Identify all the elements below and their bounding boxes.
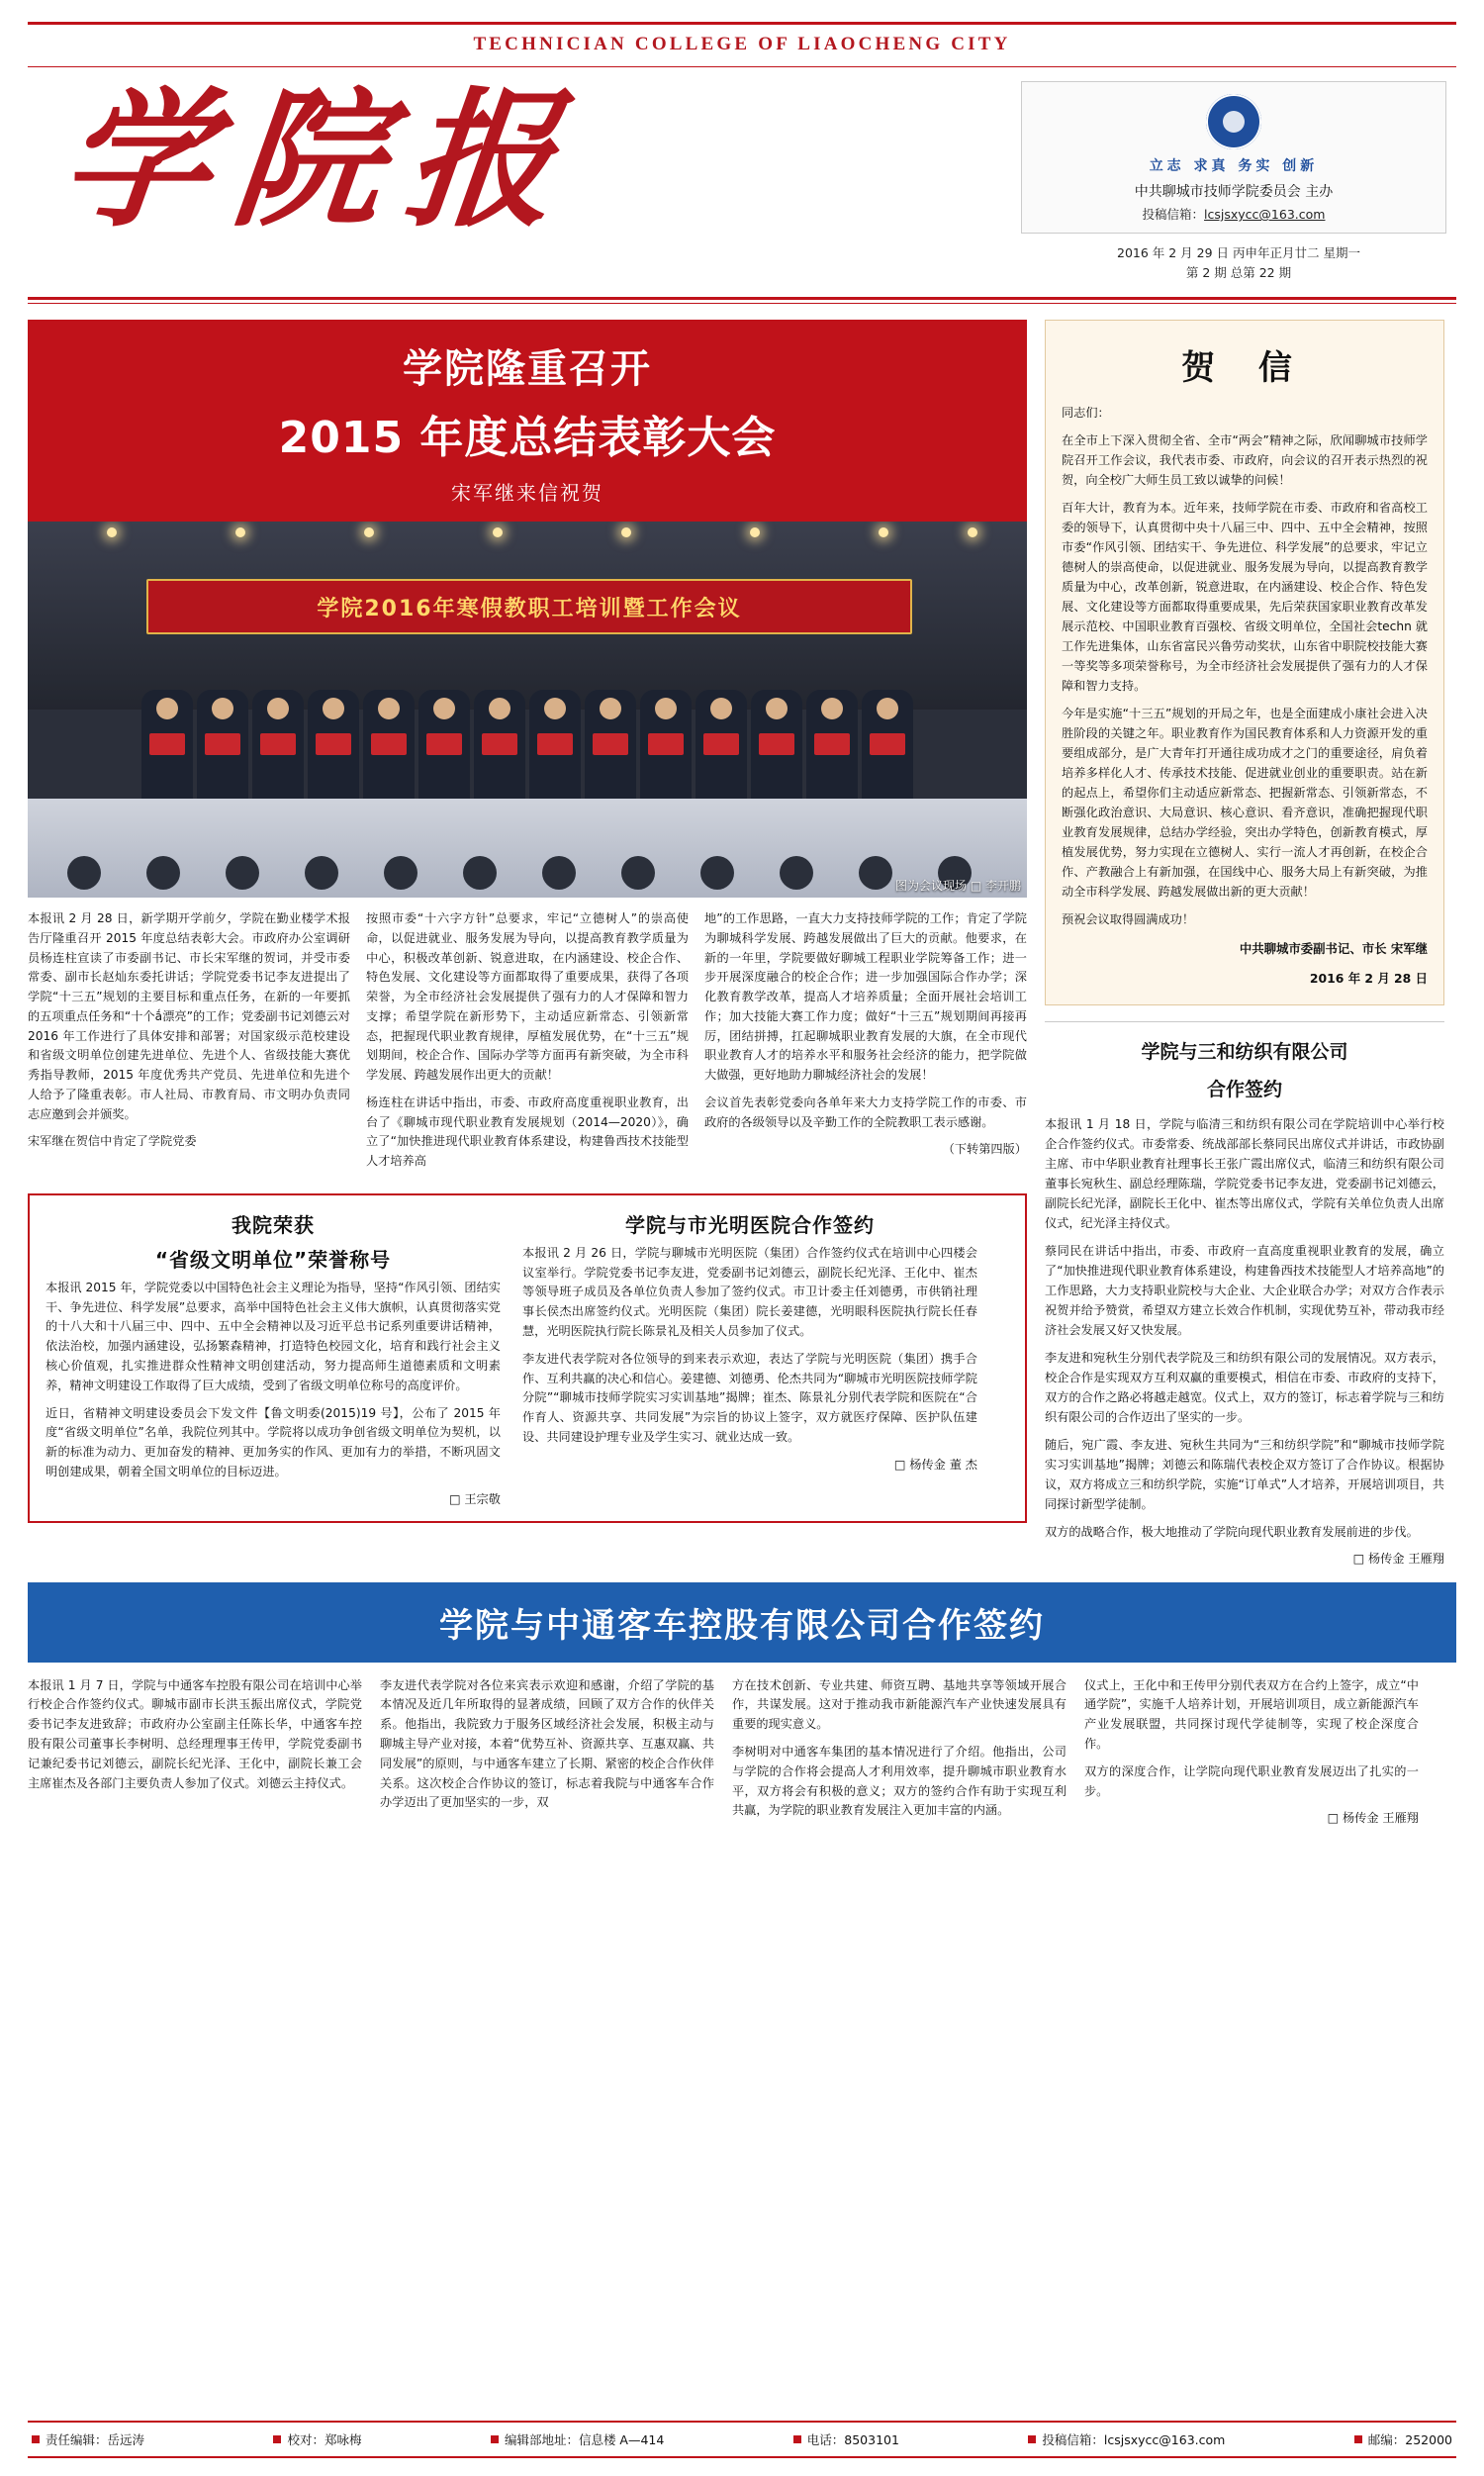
- footer-item-editor: [32, 2430, 144, 2448]
- congratulatory-letter-title: 贺 信: [1181, 348, 1308, 388]
- sanhe-para2: 蔡同民在讲话中指出，市委、市政府一直高度重视职业教育的发展，确立了“加快推进现代职业教育体系建设，构建鲁西技术技能型人才培养高地”的工作思路，大力支持职业院校与大企业、大企业联合办学；对双方合作表示祝贺并给予赞赏，希望双方建立长效合作机制，实现优势互补，带动我市经济社会发展又好又快发展。: [1045, 1243, 1444, 1337]
- bottom-column-2: [380, 1676, 714, 1829]
- lead-continue-note: （下转第四版）: [942, 1142, 1027, 1157]
- masthead-logo-text: 学院报: [52, 73, 589, 247]
- college-seal-icon: [1206, 94, 1261, 149]
- lead-column-2: [366, 909, 689, 1180]
- footer-item-proofreader: [273, 2430, 361, 2448]
- photo-person: [696, 690, 747, 809]
- bottom-byline: □ 杨传金 王雁翔: [1327, 1811, 1419, 1826]
- submission-email-label: 投稿信箱：: [1142, 207, 1205, 222]
- letter-para2: 百年大计，教育为本。近年来，技师学院在市委、市政府和省高校工委的领导下，认真贯彻中央十八届三中、四中、五中全会精神，按照市委“作风引领、团结实干、争先进位、科学发展”的总要求，牢记立德树人的崇高使命，以促进就业、服务发展为导向，以提高教育教学质量为中心，改革创新，锐意进取，在内涵建设、校企合作、特色发展、文化建设等方面都取得重要成果，先后荣获国家职业教育改革发展示范校、中国职业教育百强校、省级文明单位，全国社会techn 就工作先进集体，山东省富民兴鲁劳动奖状，山东省中职院校技能大赛一等奖等多项荣誉称号，为全市经济社会发展提供了强有力的人才保障和智力支持。: [1062, 501, 1428, 693]
- lead-col1-para1: 本报讯 2 月 28 日，新学期开学前夕，学院在勤业楼学术报告厅隆重召开 2015 年度总结表彰大会。市政府办公室调研员杨连柱宣读了市委副书记、市长宋军继的贺词，并受市委常委、副市长赵灿东委托讲话；学院党委书记李友进提出了学院“十三五”规划的主要目标和重点任务，在新的一年要抓的五项重点任务和“十个ắ漂亮”的工作；党委副书记刘德云对 2016 年工作进行了具体安排和部署；对国家级示范校建设和省级文明单位创建先进单位、先进个人、省级技能大赛优秀指导教师，2015 年度优秀共产党员、先进单位和先进个人给予了隆重表彰。市人社局、市教育局、市文明办负责同志应邀到会并颁奖。: [28, 911, 350, 1121]
- photo-person: [363, 690, 415, 809]
- rule-red-thin: [28, 66, 1456, 67]
- lead-subheadline: 宋军继来信祝贺: [451, 481, 603, 505]
- footer-editor-label: 责任编辑：岳远涛: [46, 2432, 145, 2447]
- photo-caption: 图为会议现场 □ 李开鹏: [895, 879, 1021, 893]
- congratulatory-letter: [1045, 320, 1444, 1005]
- bottom-column-3: [732, 1676, 1067, 1829]
- sanhe-para5: 双方的战略合作，极大地推动了学院向现代职业教育发展前进的步伐。: [1045, 1524, 1419, 1539]
- sanhe-para3: 李友进和宛秋生分别代表学院及三和纺织有限公司的发展情况。双方表示，校企合作是实现双方互利双赢的重要模式，相信在市委、市政府的支持下，双方的合作之路必将越走越宽。仪式上，双方的签订，标志着学院与三和纺织有限公司的合作迈出了坚实的一步。: [1045, 1350, 1444, 1424]
- photo-person: [141, 690, 193, 809]
- logo-wrap: [28, 73, 982, 247]
- footer-item-phone: [793, 2430, 899, 2448]
- footer-postcode-label: 邮编：252000: [1367, 2432, 1452, 2447]
- lead-col2-para2: 杨连柱在讲话中指出，市委、市政府高度重视职业教育，出台了《聊城市现代职业教育发展规划（2014—2020）》，确立了“加快推进现代职业教育体系建设，构建鲁西技术技能型人才培养高: [366, 1095, 689, 1169]
- civilized-unit-title1: 我院荣获: [232, 1212, 315, 1237]
- photo-person: [862, 690, 913, 809]
- article-guangming-hospital: [522, 1209, 977, 1507]
- header-bottom-rule-thin: [28, 303, 1456, 304]
- bottom-column-1: [28, 1676, 362, 1829]
- bullet-square-icon: [32, 2435, 40, 2443]
- bottom-col4-para2: 双方的深度合作，让学院向现代职业教育发展迈出了扎实的一步。: [1084, 1763, 1419, 1798]
- lead-article-columns: [28, 909, 1027, 1180]
- letter-para1: 在全市上下深入贯彻全省、全市“两会”精神之际，欣闻聊城市技师学院召开工作会议，我代表市委、市政府，向会议的召开表示热烈的祝贺，向全校广大师生员工致以诚挚的问候！: [1062, 433, 1428, 487]
- lead-headline-line2: 2015 年度总结表彰大会: [278, 413, 777, 463]
- letter-para3: 今年是实施“十三五”规划的开局之年，也是全面建成小康社会进入决胜阶段的关键之年。职业教育作为国民教育体系和人力资源开发的重要组成部分，是广大青年打开通往成功成才之门的重要途径，肩负着培养多样化人才、传承技术技能、促进就业创业的重要职责。站在新的起点上，希望你们主动适应新常态、把握新常态、引领新常态，不断强化政治意识、大局意识、核心意识、看齐意识，准确把握现代职业教育发展规律，总结办学经验，突出办学特色，创新教育模式，厚植发展优势，努力实现在立德树人、实行一流人才再创新，在校企合作、产教融合上有新加强，在国线中心、服务大局上有新突破，为推动全市科学发展、跨越发展做出新的更大贡献！: [1062, 707, 1428, 899]
- guangming-title: 学院与市光明医院合作签约: [625, 1212, 875, 1237]
- submission-email-value[interactable]: lcsjsxycc@163.com: [1204, 207, 1326, 222]
- photo-person: [197, 690, 248, 809]
- submission-email: [1032, 205, 1436, 223]
- bullet-square-icon: [793, 2435, 801, 2443]
- sanhe-para1: 本报讯 1 月 18 日，学院与临清三和纺织有限公司在学院培训中心举行校企合作签约仪式。市委常委、统战部部长蔡同民出席仪式并讲话，市政协副主席、市中华职业教育社理事长王张广霞出席仪式，临清三和纺织有限公司董事长宛秋生、副总经理陈瑞，学院党委书记李友进，党委副书记刘德云，副院长纪光泽，副院长王化中、崔杰等出席仪式，学院有关单位负责人出席仪式，纪光泽主持仪式。: [1045, 1116, 1444, 1230]
- bullet-square-icon: [1028, 2435, 1036, 2443]
- left-column: [28, 320, 1027, 1567]
- footer-email-label[interactable]: 投稿信箱：lcsjsxycc@163.com: [1042, 2432, 1226, 2447]
- bottom-headline-banner: 学院与中通客车控股有限公司合作签约: [28, 1582, 1456, 1663]
- photo-person: [418, 690, 470, 809]
- photo-person: [751, 690, 802, 809]
- bottom-column-4: [1084, 1676, 1419, 1829]
- issue-number: 第 2 期 总第 22 期: [1185, 265, 1292, 280]
- page-footer: [28, 2421, 1456, 2458]
- sanhe-title-line1: 学院与三和纺织有限公司: [1141, 1040, 1348, 1063]
- sanhe-title-line2: 合作签约: [1206, 1079, 1282, 1101]
- english-masthead-title: TECHNICIAN COLLEGE OF LIAOCHENG CITY: [473, 34, 1011, 54]
- photo-people-row: [28, 690, 1027, 809]
- civilized-unit-title2: “省级文明单位”荣誉称号: [154, 1247, 392, 1272]
- lead-photo: [28, 522, 1027, 898]
- publisher-organization: 中共聊城市技师学院委员会 主办: [1134, 184, 1334, 200]
- guangming-para2: 李友进代表学院对各位领导的到来表示欢迎，表达了学院与光明医院（集团）携手合作、互利共赢的决心和信心。姜建德、刘德勇、伦杰共同为“聊城市光明医院技师学院分院”“聊城市技师学院实习实训基地”揭牌；崔杰、陈景礼分别代表学院和医院在“合作育人、资源共享、共同发展”为宗旨的协议上签字，双方就医疗保障、医护队伍建设、共同建设护理专业及学生实习、就业达成一致。: [522, 1351, 977, 1444]
- article-civilized-unit: [46, 1209, 501, 1507]
- photo-person: [806, 690, 858, 809]
- photo-backdrop-text: 学院2016年寒假教职工培训暨工作会议: [146, 579, 912, 634]
- photo-person: [529, 690, 581, 809]
- lead-headline-line1: 学院隆重召开: [403, 346, 652, 392]
- photo-person: [640, 690, 692, 809]
- publisher-info-box: [1021, 81, 1446, 234]
- lead-col3-para2: 会议首先表彰党委向各单年来大力支持学院工作的市委、市政府的各级领导以及辛勤工作的全院教职工表示感谢。: [704, 1095, 1027, 1129]
- photo-person: [474, 690, 525, 809]
- letter-date: 2016 年 2 月 28 日: [1309, 970, 1428, 986]
- guangming-para1: 本报讯 2 月 26 日，学院与聊城市光明医院（集团）合作签约仪式在培训中心四楼会议室举行。学院党委书记李友进，党委副书记刘德云，副院长纪光泽、王化中、崔杰等领导班子成员及各单位负责人参加了签约仪式。市卫计委主任刘德勇，市供销社理事长侯杰出席签约仪式。光明医院（集团）院长姜建德，光明眼科医院执行院长任春慧，光明医院执行院长陈景礼及相关人员参加了仪式。: [522, 1245, 977, 1339]
- letter-signer: 中共聊城市委副书记、市长 宋军继: [1239, 941, 1428, 956]
- footer-phone-label: 电话：8503101: [806, 2432, 899, 2447]
- bottom-col1-para1: 本报讯 1 月 7 日，学院与中通客车控股有限公司在培训中心举行校企合作签约仪式。聊城市副市长洪玉振出席仪式，学院党委书记李友进致辞；市政府办公室副主任陈长华，中通客车控股有限公司董事长李树明、总经理理事王传甲，学院党委副书记兼纪委书记刘德云，副院长纪光泽、王化中，副院长兼工会主席崔杰及各部门主要负责人参加了仪式。刘德云主持仪式。: [28, 1677, 362, 1790]
- lead-col1-para2: 宋军继在贺信中肯定了学院党委: [28, 1134, 197, 1149]
- letter-para4: 预祝会议取得圆满成功！: [1062, 912, 1195, 926]
- bottom-col4-para1: 仪式上，王化中和王传甲分别代表双方在合约上签字，成立“中通学院”，实施千人培养计划，开展培训项目，成立新能源汽车产业发展联盟，共同探讨现代学徒制等，实现了校企深度合作。: [1084, 1677, 1419, 1751]
- bottom-article-columns: [28, 1676, 1456, 1829]
- photo-person: [308, 690, 359, 809]
- footer-proofreader-label: 校对：郑咏梅: [287, 2432, 362, 2447]
- bottom-col3-para2: 李树明对中通客车集团的基本情况进行了介绍。他指出，公司与学院的合作将会提高人才利用效率，提升聊城市职业教育水平，双方将会有积极的意义；双方的签约合作有助于实现互利共赢，为学院的职业教育发展注入更加丰富的内涵。: [732, 1744, 1067, 1818]
- photo-person: [252, 690, 304, 809]
- lead-col2-para1: 按照市委“十六字方针”总要求，牢记“立德树人”的崇高使命，以促进就业、服务发展为导向，以提高教育教学质量为中心，积极改革创新、锐意进取，在内涵建设、校企合作、特色发展、文化建设等方面都取得了重要成果，获得了各项荣誉，为全市经济社会发展提供了强有力的人才保障和智力支撑；希望学院在新形势下，主动适应新常态、引领新常态，把握现代职业教育规律，厚植发展优势，在“十三五”规划期间，校企合作、国际办学等方面再有新突破，为全市科学发展、跨越发展作出更大的贡献！: [366, 911, 689, 1083]
- college-motto: 立志 求真 务实 创新: [1149, 158, 1319, 174]
- photo-audience: [28, 799, 1027, 898]
- lead-column-3: [704, 909, 1027, 1180]
- newspaper-page: [0, 22, 1484, 2476]
- body-grid: [28, 320, 1456, 1567]
- sanhe-byline: □ 杨传金 王雁翔: [1352, 1551, 1444, 1566]
- issue-date: 2016 年 2 月 29 日 丙申年正月廿二 星期一: [1117, 245, 1360, 260]
- photo-person: [585, 690, 636, 809]
- photo-stage-lights: [28, 527, 1027, 553]
- sanhe-para4: 随后，宛广霞、李友进、宛秋生共同为“三和纺织学院”和“聊城市技师学院实习实训基地”揭牌；刘德云和陈瑞代表校企双方签订了合作协议。根据协议，双方将成立三和纺织学院，实施“订单式”人才培养，开展培训项目，共同探讨新型学徒制。: [1045, 1437, 1444, 1511]
- footer-item-postcode: [1354, 2430, 1452, 2448]
- footer-address-label: 编辑部地址：信息楼 A—414: [504, 2432, 665, 2447]
- footer-item-address: [491, 2430, 664, 2448]
- footer-item-email: [1028, 2430, 1225, 2448]
- right-column-divider: [1045, 1021, 1444, 1022]
- bullet-square-icon: [273, 2435, 281, 2443]
- bottom-col3-para1: 方在技术创新、专业共建、师资互聘、基地共享等领域开展合作，共谋发展。这对于推动我市新能源汽车产业快速发展具有重要的现实意义。: [732, 1677, 1067, 1732]
- guangming-byline: □ 杨传金 董 杰: [893, 1457, 977, 1472]
- letter-greeting: 同志们：: [1062, 406, 1110, 420]
- header-bottom-rule: [28, 297, 1456, 300]
- issue-dateline: [1021, 243, 1456, 283]
- right-column: [1045, 320, 1444, 1567]
- civilized-unit-byline: □ 王宗敬: [449, 1491, 501, 1506]
- secondary-articles-box: [28, 1193, 1027, 1523]
- masthead: [28, 73, 1456, 283]
- lead-headline-banner: [28, 320, 1027, 522]
- bottom-col2-para1: 李友进代表学院对各位来宾表示欢迎和感谢，介绍了学院的基本情况及近几年所取得的显著成绩，回顾了双方合作的伙伴关系。他指出，我院致力于服务区域经济社会发展，积极主动与聊城主导产业对接，本着“优势互补、资源共享、互惠双赢、共同发展”的原则，与中通客车建立了长期、紧密的校企合作伙伴关系。这次校企合作协议的签订，标志着我院与中通客车合作办学迈出了更加坚实的一步，双: [380, 1677, 714, 1810]
- bullet-square-icon: [1354, 2435, 1362, 2443]
- bullet-square-icon: [491, 2435, 499, 2443]
- civilized-unit-para1: 本报讯 2015 年，学院党委以中国特色社会主义理论为指导，坚持“作风引领、团结实干、争先进位、科学发展”总要求，高举中国特色社会主义伟大旗帜，认真贯彻落实党的十八大和十八届三中、四中、五中全会精神以及习近平总书记系列重要讲话精神，依法治校，加强内涵建设，弘扬繁森精神，打造特色校园文化，培育和践行社会主义核心价值观，扎实推进群众性精神文明创建活动，努力提高师生道德素质和文明素养，精神文明建设工作取得了巨大成绩，受到了省级文明单位称号的高度评价。: [46, 1280, 501, 1392]
- civilized-unit-para2: 近日，省精神文明建设委员会下发文件【鲁文明委(2015)19 号】，公布了 2015 年度“省级文明单位”名单，我院位列其中。学院将以成功争创省级文明单位为契机，以新的标准为动力、更加奋发的精神、更加务实的作风、更加有力的举措，不断巩固文明创建成果，朝着全国文明单位的目标迈进。: [46, 1405, 501, 1478]
- footer-bar: [28, 2421, 1456, 2458]
- lead-col3-para1: 地”的工作思路，一直大力支持技师学院的工作；肯定了学院为聊城科学发展、跨越发展做出了巨大的贡献。他要求，在新的一年里，学院要做好聊城工程职业学院筹备工作；进一步开展深度融合的校企合作；进一步加强国际合作办学；深化教育教学改革，提高人才培养质量；全面开展社会培训工作；加大技能大赛工作力度；做好“十三五”规划期间再接再厉，团结拼搏，扛起聊城职业教育发展的大旗，在全市现代职业教育人才的培养水平和服务社会经济的能力，把学院做大做强，更好地助力聊城经济社会的发展！: [704, 911, 1027, 1083]
- lead-column-1: [28, 909, 350, 1180]
